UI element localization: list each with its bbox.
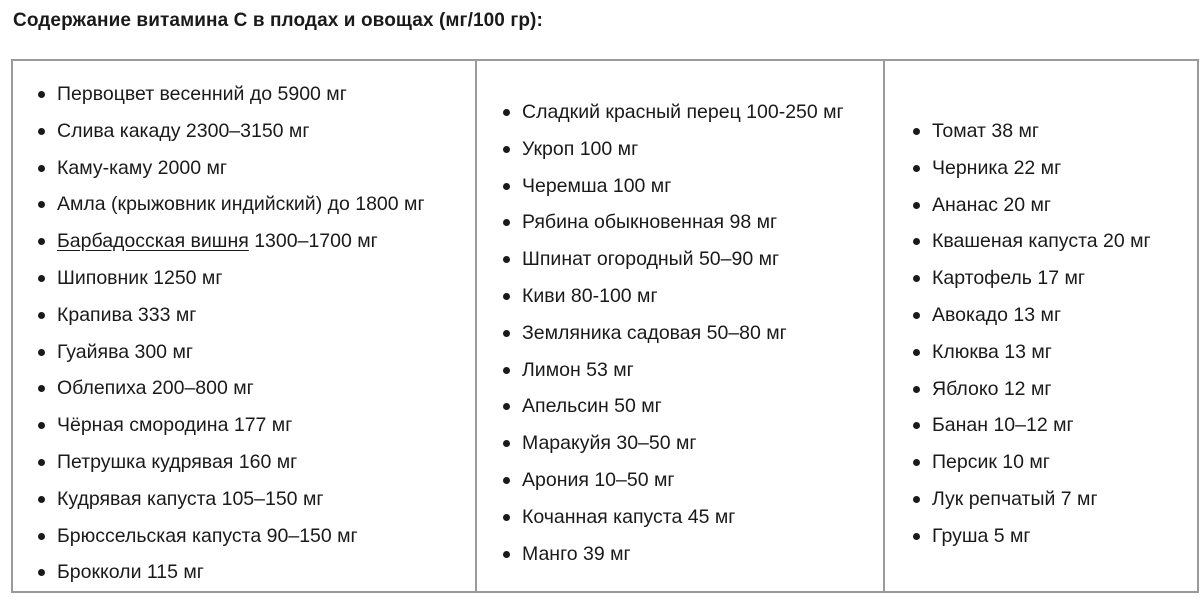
list-item	[498, 352, 883, 389]
item-text: Ананас 20 мг	[932, 193, 1052, 216]
list-item	[498, 425, 883, 462]
bullet-icon	[913, 128, 920, 135]
item-text: Земляника садовая 50–80 мг	[522, 321, 787, 344]
item-text: Чёрная смородина 177 мг	[57, 414, 293, 437]
item-text: Шпинат огородный 50–90 мг	[522, 248, 780, 271]
list-item	[908, 334, 1199, 371]
list-item	[33, 554, 475, 591]
vitamin-c-table	[11, 59, 1199, 593]
item-text: Лимон 53 мг	[522, 358, 634, 381]
list-item	[33, 150, 475, 187]
item-text: Сладкий красный перец 100-250 мг	[522, 101, 844, 123]
item-text: Томат 38 мг	[932, 120, 1040, 142]
item-text: Брокколи 115 мг	[57, 561, 204, 584]
list-item	[908, 113, 1199, 150]
list-item	[33, 481, 475, 518]
list-item	[498, 388, 883, 425]
item-text: Киви 80-100 мг	[522, 284, 658, 307]
bullet-icon	[38, 422, 45, 429]
item-text: 1300–1700 мг	[248, 230, 378, 253]
item-text: Груша 5 мг	[932, 524, 1031, 547]
item-text: Облепиха 200–800 мг	[57, 377, 254, 400]
list-item	[498, 462, 883, 499]
item-text: Амла (крыжовник индийский) до 1800 мг	[57, 193, 425, 216]
item-text: Каму-каму 2000 мг	[57, 156, 227, 179]
column-1-list	[33, 76, 475, 591]
item-text: Крапива 333 мг	[57, 303, 197, 326]
list-item	[908, 518, 1199, 555]
bullet-icon	[913, 459, 920, 466]
list-item	[498, 315, 883, 352]
bullet-icon	[38, 165, 45, 172]
list-item	[908, 187, 1199, 224]
list-item	[33, 260, 475, 297]
page-title: Содержание витамина С в плодах и овощах (мг/100 гр):	[13, 10, 543, 31]
bullet-icon	[38, 91, 45, 98]
bullet-icon	[503, 256, 510, 263]
item-text: Первоцвет весенний до 5900 мг	[57, 83, 347, 105]
bullet-icon	[38, 275, 45, 282]
item-text: Петрушка кудрявая 160 мг	[57, 450, 298, 473]
list-item	[33, 518, 475, 555]
list-item	[908, 150, 1199, 187]
bullet-icon	[503, 293, 510, 300]
item-text: Персик 10 мг	[932, 451, 1050, 474]
bullet-icon	[913, 275, 920, 282]
table-column-1	[13, 61, 475, 591]
list-item	[33, 407, 475, 444]
bullet-icon	[38, 385, 45, 392]
list-item	[33, 444, 475, 481]
list-item	[33, 334, 475, 371]
item-text: Слива какаду 2300–3150 мг	[57, 119, 310, 142]
bullet-icon	[38, 312, 45, 319]
item-text: Авокадо 13 мг	[932, 303, 1062, 326]
item-text: Манго 39 мг	[522, 542, 631, 565]
bullet-icon	[38, 569, 45, 576]
item-text: Кочанная капуста 45 мг	[522, 505, 736, 528]
bullet-icon	[503, 551, 510, 558]
item-text: Яблоко 12 мг	[932, 377, 1052, 400]
bullet-icon	[913, 312, 920, 319]
list-item	[498, 168, 883, 205]
bullet-icon	[503, 146, 510, 153]
item-text: Шиповник 1250 мг	[57, 266, 223, 289]
bullet-icon	[38, 238, 45, 245]
bullet-icon	[913, 422, 920, 429]
item-text: Кудрявая капуста 105–150 мг	[57, 487, 324, 510]
bullet-icon	[503, 219, 510, 226]
list-item	[498, 131, 883, 168]
item-text: Картофель 17 мг	[932, 267, 1086, 290]
item-text: Черника 22 мг	[932, 156, 1062, 179]
item-text: Клюква 13 мг	[932, 340, 1052, 363]
bullet-icon	[503, 514, 510, 521]
bullet-icon	[913, 386, 920, 393]
list-item	[908, 297, 1199, 334]
bullet-icon	[38, 496, 45, 503]
list-item	[908, 481, 1199, 518]
item-text: Арония 10–50 мг	[522, 468, 675, 491]
bullet-icon	[503, 109, 510, 116]
column-3-list	[908, 113, 1199, 555]
list-item	[908, 223, 1199, 260]
bullet-icon	[38, 533, 45, 540]
item-text: Квашеная капуста 20 мг	[932, 230, 1151, 253]
bullet-icon	[913, 202, 920, 209]
list-item	[33, 370, 475, 407]
item-text: Лук репчатый 7 мг	[932, 487, 1098, 510]
list-item	[33, 297, 475, 334]
item-text: Гуайява 300 мг	[57, 340, 193, 363]
table-column-3	[883, 61, 1199, 591]
bullet-icon	[913, 349, 920, 356]
list-item	[908, 444, 1199, 481]
bullet-icon	[503, 477, 510, 484]
list-item	[908, 260, 1199, 297]
list-item	[33, 113, 475, 150]
list-item	[498, 278, 883, 315]
item-text: Апельсин 50 мг	[522, 395, 662, 418]
bullet-icon	[503, 403, 510, 410]
table-column-2	[475, 61, 883, 591]
list-item	[498, 204, 883, 241]
bullet-icon	[503, 440, 510, 447]
list-item	[908, 407, 1199, 444]
column-2-list	[498, 94, 883, 572]
bullet-icon	[38, 128, 45, 135]
item-text: Маракуйя 30–50 мг	[522, 432, 697, 455]
item-text: Укроп 100 мг	[522, 137, 639, 160]
list-item	[498, 94, 883, 131]
item-link[interactable]: Барбадосская вишня	[57, 230, 249, 253]
item-text: Черемша 100 мг	[522, 174, 672, 197]
list-item	[908, 371, 1199, 408]
list-item	[33, 223, 475, 260]
item-text: Рябина обыкновенная 98 мг	[522, 211, 778, 234]
list-item	[498, 499, 883, 536]
bullet-icon	[503, 183, 510, 190]
bullet-icon	[913, 238, 920, 245]
bullet-icon	[503, 367, 510, 374]
list-item	[33, 76, 475, 113]
item-text: Банан 10–12 мг	[932, 414, 1074, 437]
bullet-icon	[38, 459, 45, 466]
bullet-icon	[38, 201, 45, 208]
bullet-icon	[38, 349, 45, 356]
list-item	[498, 241, 883, 278]
item-text: Брюссельская капуста 90–150 мг	[57, 524, 358, 547]
bullet-icon	[913, 496, 920, 503]
list-item	[33, 186, 475, 223]
list-item	[498, 536, 883, 573]
bullet-icon	[913, 533, 920, 540]
bullet-icon	[503, 330, 510, 337]
bullet-icon	[913, 165, 920, 172]
